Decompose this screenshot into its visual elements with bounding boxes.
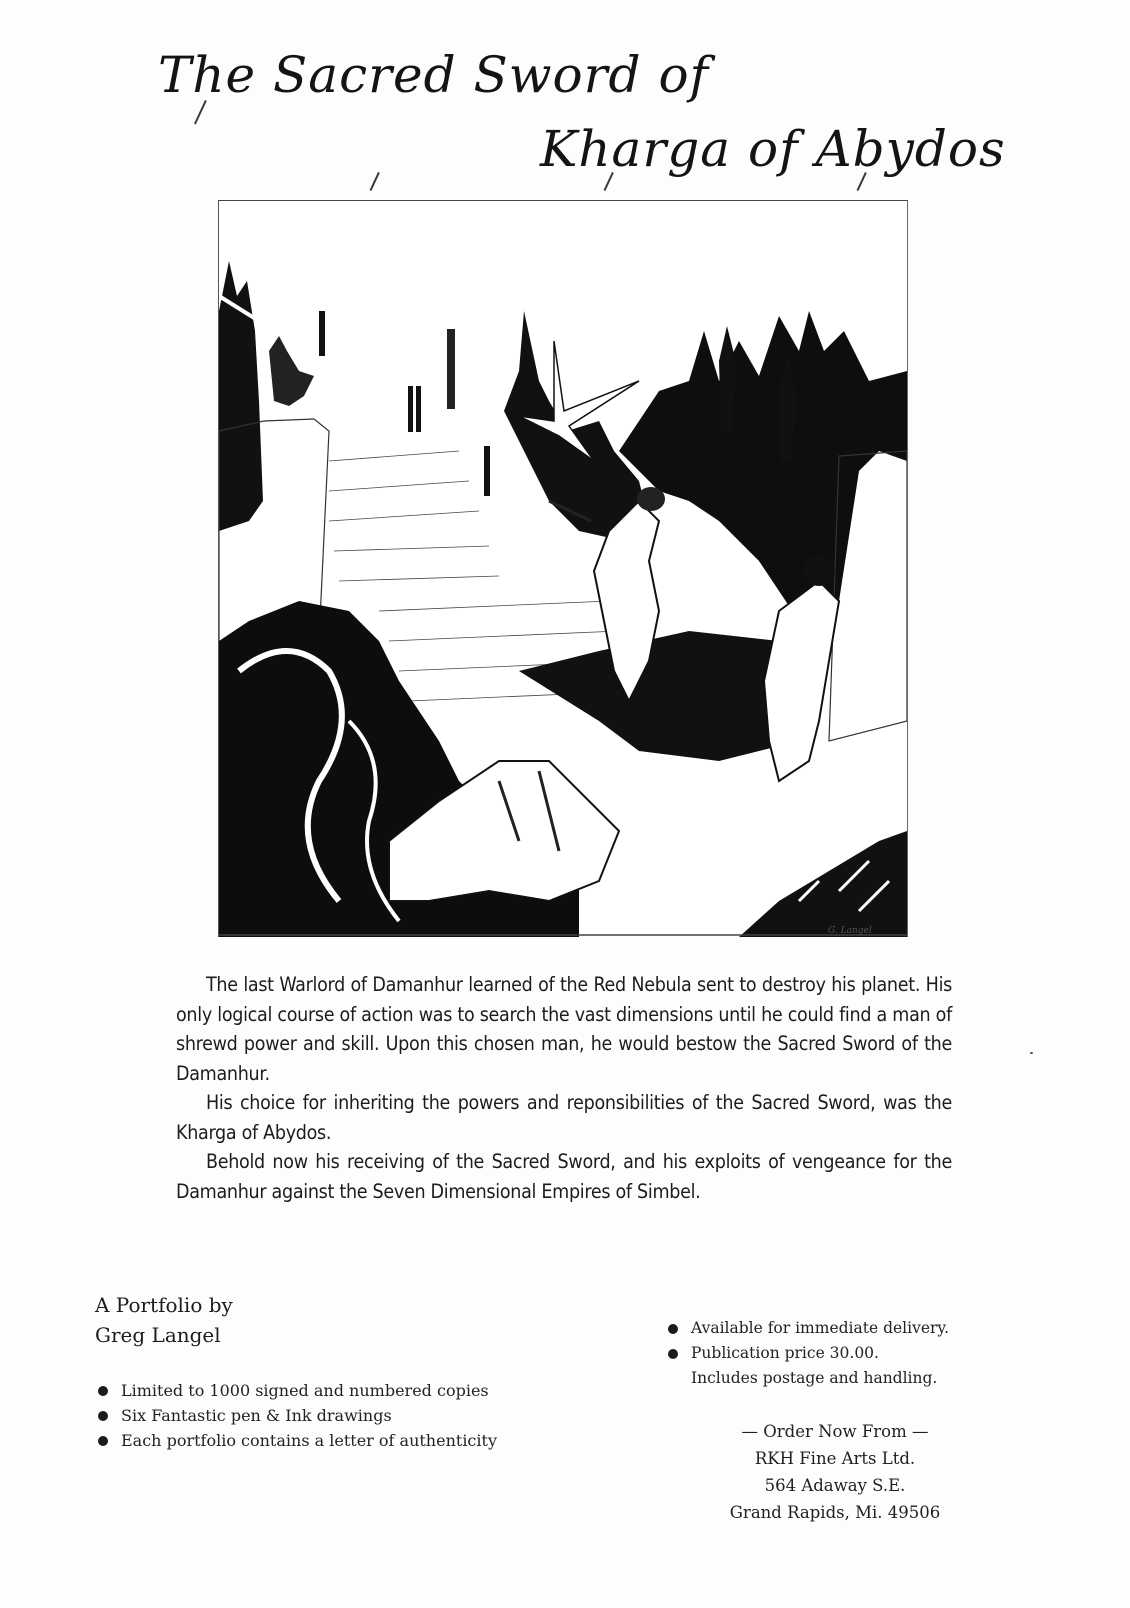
bullet-icon <box>668 1324 678 1334</box>
pen-and-ink-illustration <box>218 200 908 937</box>
bullet-icon <box>668 1349 678 1359</box>
battle-scene-image <box>219 201 907 937</box>
bullet-icon <box>98 1436 108 1446</box>
postage-note: Includes postage and handling. <box>691 1369 938 1387</box>
order-city: Grand Rapids, Mi. 49506 <box>729 1503 941 1522</box>
order-company: RKH Fine Arts Ltd. <box>754 1449 916 1468</box>
bullet-icon <box>98 1386 108 1396</box>
story-paragraph-2: His choice for inheriting the powers and reponsibilities of the Sacred Sword, was the Kharga of Abydos. <box>176 1091 952 1144</box>
feature-text: Each portfolio contains a letter of authenticity <box>121 1431 497 1450</box>
title-line-2: Kharga of Abydos <box>540 120 1006 178</box>
author-name: Greg Langel <box>95 1323 221 1347</box>
title-flourish <box>370 172 380 191</box>
story-description <box>176 970 952 1206</box>
sales-text: Available for immediate delivery. <box>691 1319 950 1337</box>
author-line-1: A Portfolio by <box>95 1293 233 1317</box>
author-credit <box>95 1290 233 1350</box>
feature-text: Six Fantastic pen & Ink drawings <box>121 1406 392 1425</box>
bullet-icon <box>98 1411 108 1421</box>
feature-item <box>98 1403 497 1428</box>
sales-item <box>668 1341 949 1366</box>
order-heading: — Order Now From — <box>741 1422 929 1441</box>
sales-text: Publication price 30.00. <box>691 1344 879 1362</box>
artist-signature: G. Langel <box>828 926 872 936</box>
feature-item <box>98 1428 497 1453</box>
sales-item <box>668 1316 949 1341</box>
portfolio-features-list <box>98 1378 497 1453</box>
feature-text: Limited to 1000 signed and numbered copies <box>121 1381 489 1400</box>
sales-info-list <box>668 1316 949 1366</box>
order-address-block <box>700 1418 970 1526</box>
story-paragraph-3: Behold now his receiving of the Sacred Sword, and his exploits of vengeance for the Damanhur against the Seven Dimensional Empires of Simbel. <box>176 1150 952 1203</box>
story-paragraph-1: The last Warlord of Damanhur learned of the Red Nebula sent to destroy his planet. His only logical course of action was to search the vast dimensions until he could find a man of shrewd power and skill. Upon this chosen man, he would bestow the Sacred Sword of the Damanhur. <box>176 973 952 1085</box>
paper-speck <box>1030 1052 1033 1054</box>
feature-item <box>98 1378 497 1403</box>
order-street: 564 Adaway S.E. <box>764 1476 906 1495</box>
title-line-1: The Sacred Sword of <box>158 46 710 104</box>
